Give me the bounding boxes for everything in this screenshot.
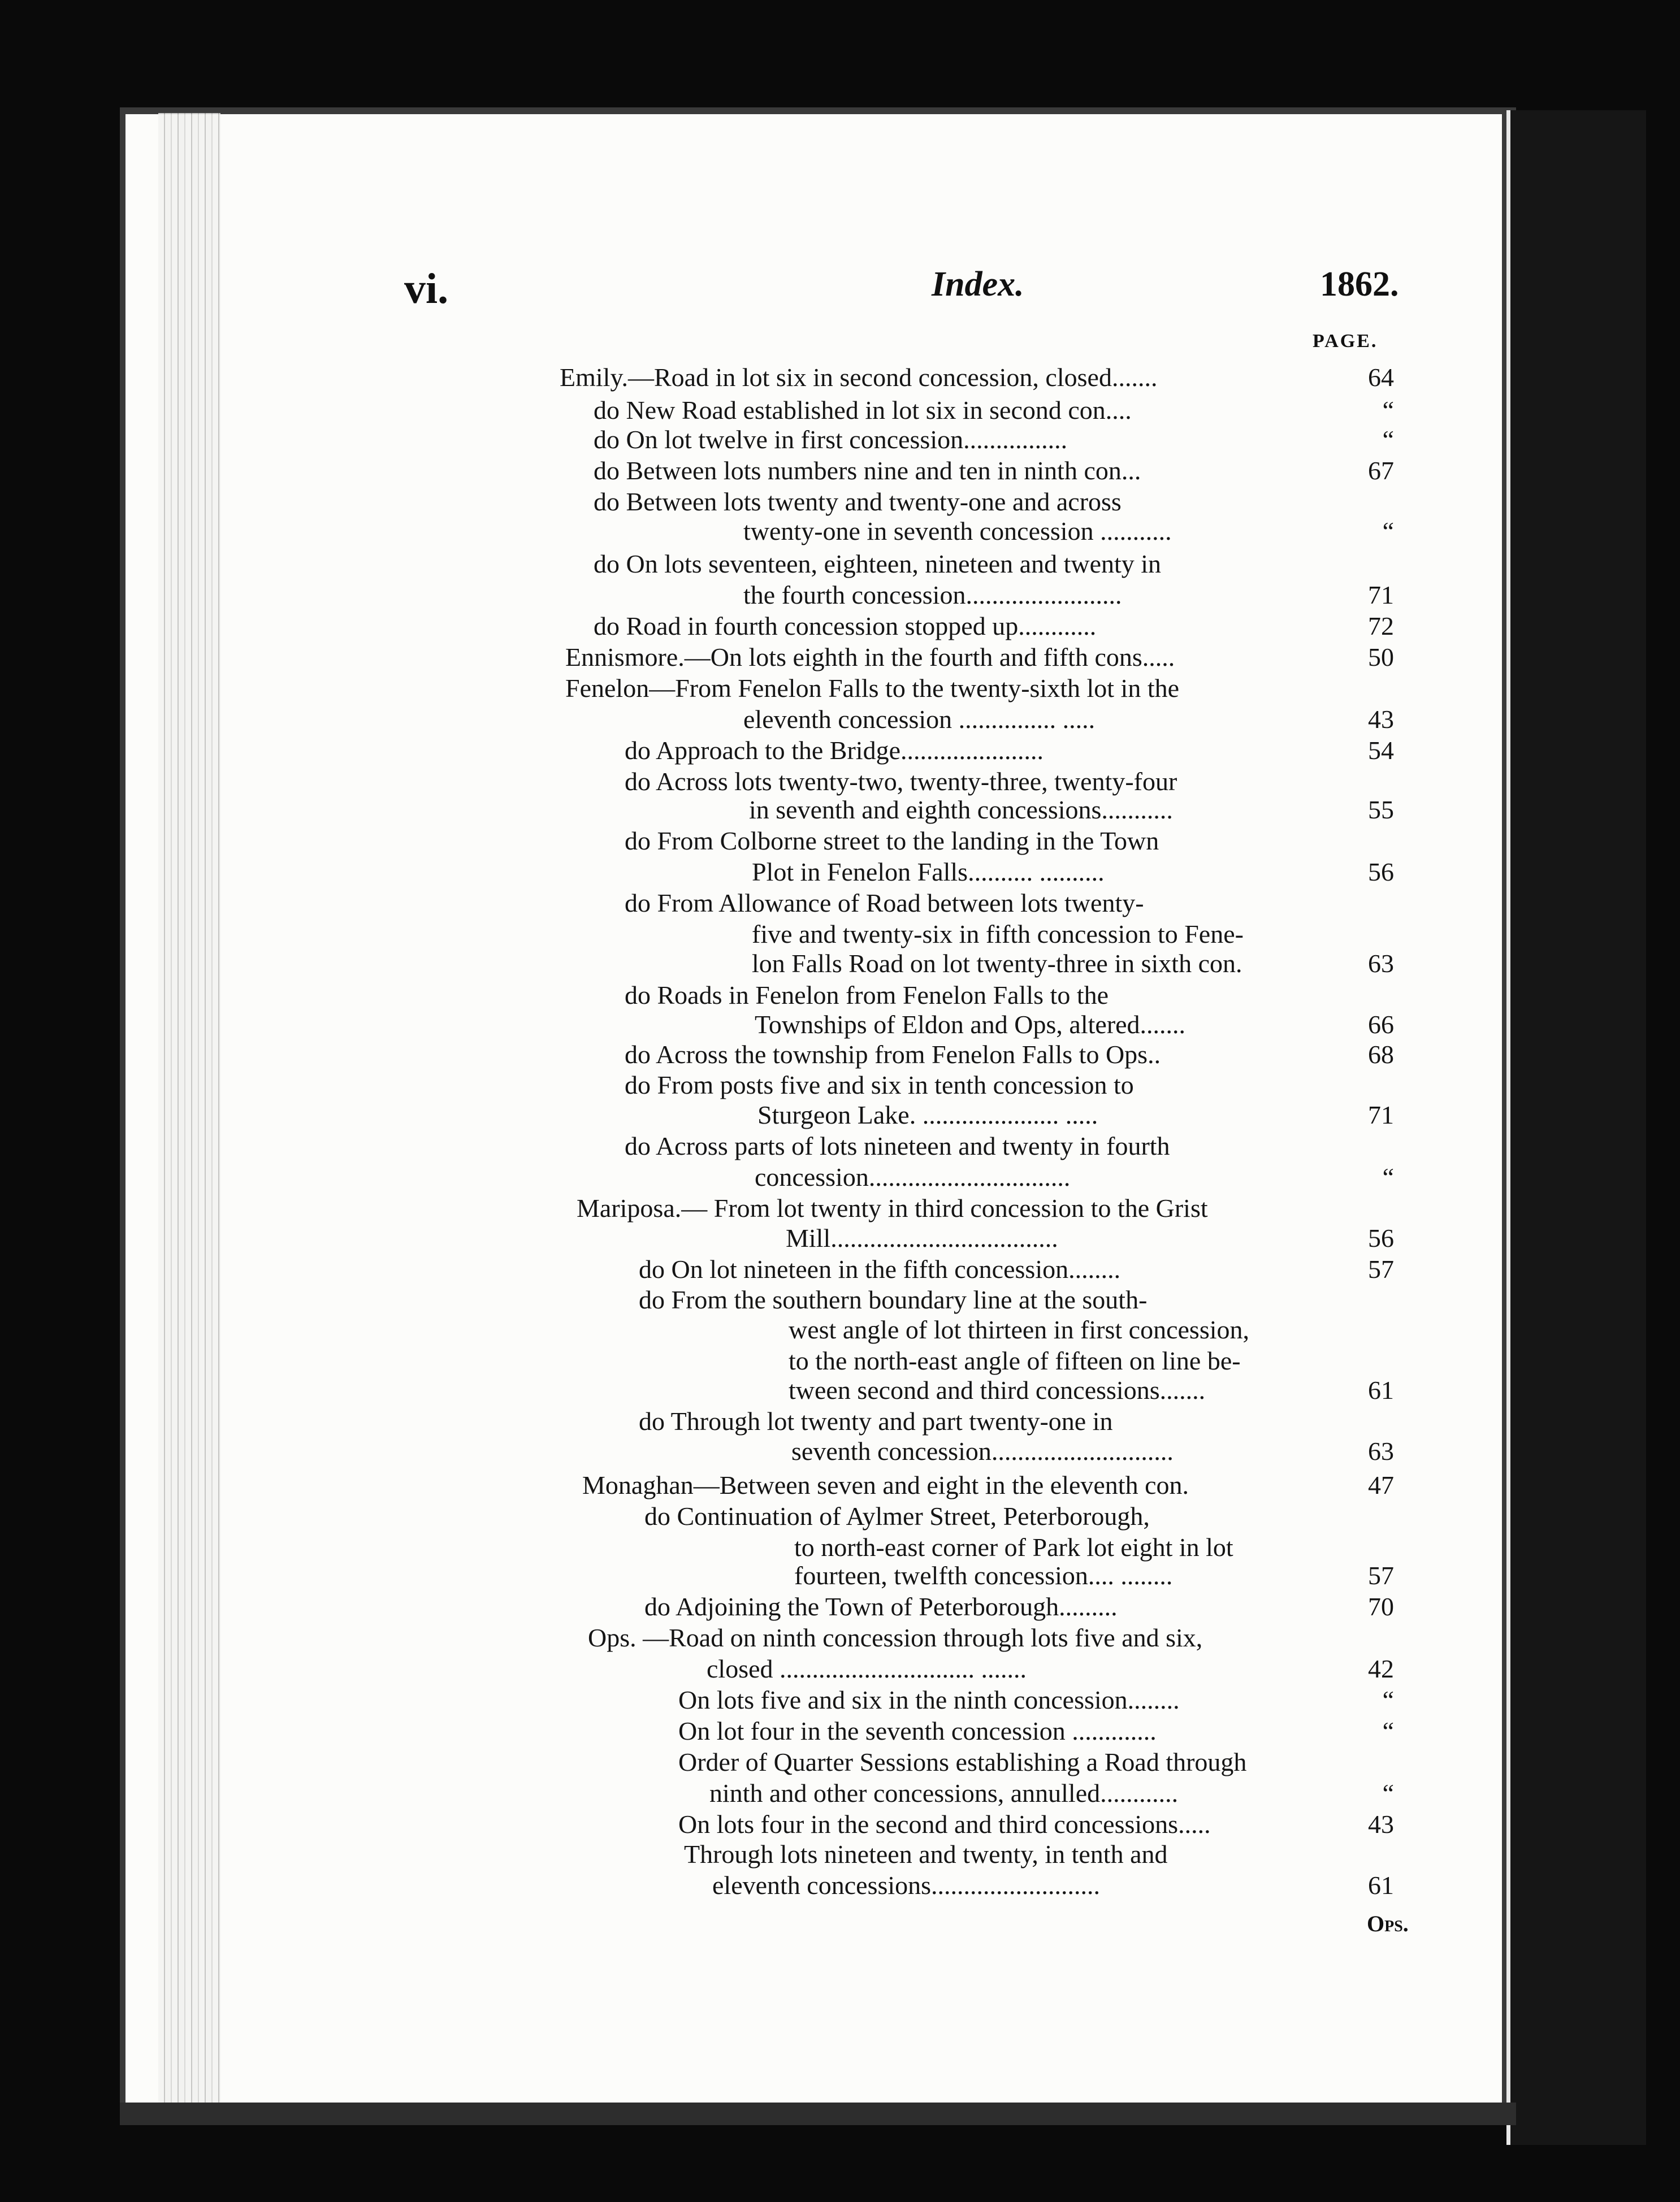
index-line-text: the fourth concession........................ [743,580,1122,609]
index-line [639,1406,1113,1437]
index-line [743,579,1122,611]
index-line [625,1039,1161,1070]
page-number: 56 [1368,857,1394,886]
index-line-text: closed .............................. ....... [707,1654,1027,1683]
index-line [678,1746,1246,1778]
index-line [588,1622,1202,1654]
index-line [743,704,1095,735]
index-line [625,735,1043,766]
page-number: “ [1382,517,1394,545]
index-line [639,1254,1120,1285]
index-line [752,856,1105,888]
index-line [752,918,1244,950]
index-line-text: do On lots seventeen, eighteen, nineteen and twenty in [594,549,1162,578]
index-line [794,1560,1172,1592]
index-line-text: eleventh concession ............... ..... [743,705,1096,734]
index-line [594,486,1122,518]
page-number: “ [1382,396,1394,424]
index-line [594,395,1132,426]
index-line-text: do Adjoining the Town of Peterborough......... [644,1592,1118,1621]
index-line-text: do Between lots twenty and twenty-one and across [594,487,1122,516]
index-line-text: west angle of lot thirteen in first concession, [789,1315,1250,1344]
index-line [755,1009,1185,1041]
index-line-text: do From Allowance of Road between lots twenty- [625,888,1144,917]
index-line [594,424,1067,456]
page-number: “ [1382,425,1394,454]
index-line-text: twenty-one in seventh concession ........... [743,517,1172,545]
index-line-text: Order of Quarter Sessions establishing a Road through [678,1748,1247,1776]
page-number: 63 [1368,949,1394,978]
index-line [625,1069,1134,1101]
index-line [625,825,1159,857]
index-line [625,887,1144,919]
index-line-text: Through lots nineteen and twenty, in tenth and [684,1840,1168,1869]
index-line [755,1161,1070,1193]
index-line-text: Ops. —Road on ninth concession through lots five and six, [588,1623,1203,1652]
index-line-text: Fenelon—From Fenelon Falls to the twenty-sixth lot in the [565,674,1180,703]
year-label: 1862. [1320,265,1399,304]
index-line-text: to the north-east angle of fifteen on line be- [789,1346,1241,1375]
index-line-text: do Across lots twenty-two, twenty-three, twenty-four [625,767,1177,796]
index-line-text: concession............................... [755,1163,1071,1191]
page-number: 66 [1368,1010,1394,1039]
index-line-text: do Across the township from Fenelon Falls to Ops.. [625,1040,1161,1069]
index-line-text: Monaghan—Between seven and eight in the eleventh con. [582,1471,1189,1499]
page-number: “ [1382,1163,1394,1191]
index-line [625,979,1109,1011]
page-number: 42 [1368,1654,1394,1683]
page-number: 56 [1368,1224,1394,1252]
index-line [577,1193,1208,1224]
index-line-text: do From the southern boundary line at the south- [639,1285,1148,1314]
index-line [749,794,1173,826]
index-line-text: Sturgeon Lake. ..................... ..... [757,1100,1098,1129]
page-number: “ [1382,1779,1394,1807]
running-title: Index. [932,265,1024,304]
index-line-text: do On lot nineteen in the fifth concession........ [639,1255,1121,1284]
index-line-text: seventh concession............................ [791,1437,1174,1466]
index-line-text: do Roads in Fenelon from Fenelon Falls to the [625,981,1109,1009]
index-line-text: ninth and other concessions, annulled............ [709,1779,1179,1807]
index-line-text: do Approach to the Bridge...................... [625,736,1044,765]
index-line-text: fourteen, twelfth concession.... ........ [794,1561,1173,1590]
index-line [789,1314,1249,1346]
index-line-text: On lots five and six in the ninth concession........ [678,1685,1180,1714]
index-line-text: do New Road established in lot six in second con.... [594,396,1132,424]
page-number: 43 [1368,705,1394,734]
index-line-text: On lots four in the second and third concessions..... [678,1810,1211,1839]
page-number: 57 [1368,1561,1394,1590]
index-line [743,515,1172,547]
index-line [789,1345,1241,1377]
index-line-text: do Road in fourth concession stopped up............ [594,612,1097,640]
index-line-text: On lot four in the seventh concession ............. [678,1716,1157,1745]
page-number: 47 [1368,1471,1394,1499]
page-number: 70 [1368,1592,1394,1621]
catchword: Ops. [1367,1911,1409,1936]
index-line [712,1870,1100,1901]
index-line-text: eleventh concessions.......................... [712,1871,1101,1900]
index-line [791,1436,1174,1467]
index-line [594,455,1141,487]
index-line [644,1591,1118,1623]
index-line-text: to north-east corner of Park lot eight in lot [794,1533,1233,1562]
index-line-text: do Between lots numbers nine and ten in ninth con... [594,456,1141,485]
page-number: 64 [1368,363,1394,392]
index-line-text: do Across parts of lots nineteen and twenty in fourth [625,1132,1170,1160]
index-line [757,1099,1098,1131]
index-line-text: tween second and third concessions....... [789,1376,1206,1405]
index-line [678,1809,1211,1840]
page-number: 50 [1368,643,1394,671]
index-line-text: do Through lot twenty and part twenty-one in [639,1407,1113,1436]
index-line-text: do From posts five and six in tenth concession to [625,1070,1134,1099]
index-line [678,1715,1157,1747]
index-line [639,1284,1147,1316]
index-line [789,1375,1205,1406]
index-line [786,1223,1058,1254]
page-number: 72 [1368,612,1394,640]
page-number: 71 [1368,580,1394,609]
page-number: “ [1382,1685,1394,1714]
page-roman-number: vi. [404,265,449,313]
page-number: 61 [1368,1376,1394,1405]
index-line [752,948,1242,979]
index-line-text: lon Falls Road on lot twenty-three in sixth con. [752,949,1242,978]
index-line-text: do On lot twelve in first concession................ [594,425,1068,454]
page-number: 67 [1368,456,1394,485]
index-line [678,1684,1180,1716]
page-number: “ [1382,1716,1394,1745]
index-line-text: five and twenty-six in fifth concession to Fene- [752,920,1244,948]
index-line [709,1778,1178,1809]
index-line [684,1839,1168,1870]
index-line [560,362,1157,393]
page-number: 57 [1368,1255,1394,1284]
index-line [594,610,1096,642]
index-line [565,641,1175,673]
index-line [625,1130,1170,1162]
index-line [582,1470,1189,1501]
page-number: 63 [1368,1437,1394,1466]
index-line-text: do Continuation of Aylmer Street, Peterborough, [644,1502,1150,1531]
index-line-text: do From Colborne street to the landing in the Town [625,826,1159,855]
index-line [594,548,1161,580]
index-line [794,1532,1233,1563]
index-line-text: Plot in Fenelon Falls.......... .......... [752,857,1105,886]
index-line [565,673,1179,704]
page-number: 54 [1368,736,1394,765]
index-line-text: Emily.—Road in lot six in second concession, closed....... [560,363,1158,392]
page-number: 71 [1368,1100,1394,1129]
page-number: 68 [1368,1040,1394,1069]
index-line [625,766,1177,797]
index-line [707,1653,1027,1685]
index-line [644,1501,1150,1532]
index-line-text: Townships of Eldon and Ops, altered....... [755,1010,1186,1039]
page-number: 55 [1368,795,1394,824]
page-number: 61 [1368,1871,1394,1900]
page-number: 43 [1368,1810,1394,1839]
index-line-text: in seventh and eighth concessions........... [749,795,1173,824]
page-column-label: PAGE. [1313,331,1378,352]
index-line-text: Ennismore.—On lots eighth in the fourth and fifth cons..... [565,643,1175,671]
index-line-text: Mariposa.— From lot twenty in third concession to the Grist [577,1194,1208,1223]
index-line-text: Mill................................... [786,1224,1058,1252]
